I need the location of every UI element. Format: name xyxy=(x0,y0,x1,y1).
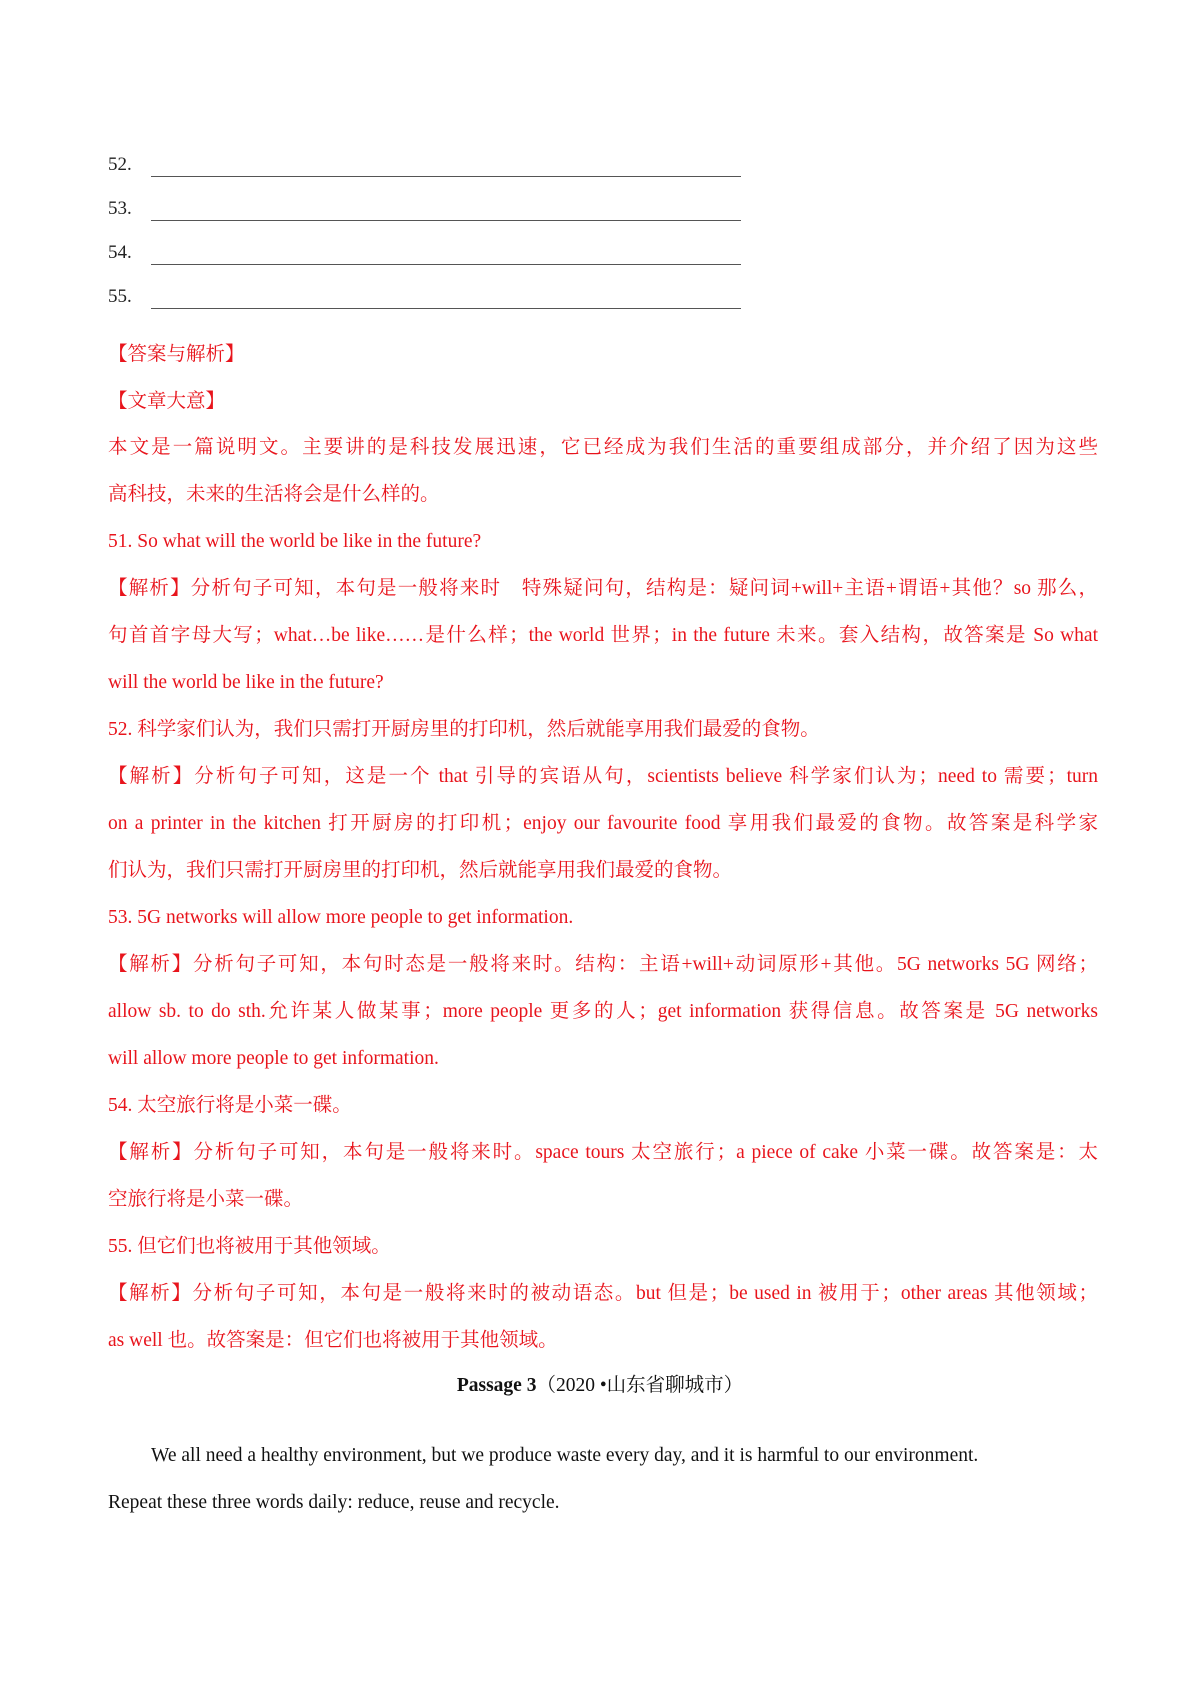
analysis-53-line: 【解析】分析句子可知，本句时态是一般将来时。结构：主语+will+动词原形+其他。5G networks 5G 网络； xyxy=(108,954,1098,975)
answer-header: 【答案与解析】 xyxy=(108,344,245,365)
summary-line: 高科技，未来的生活将会是什么样的。 xyxy=(108,484,440,505)
blank-number: 53. xyxy=(108,198,132,219)
passage-line: Repeat these three words daily: reduce, reuse and recycle. xyxy=(108,1492,560,1513)
summary-line: 本文是一篇说明文。主要讲的是科技发展迅速，它已经成为我们生活的重要组成部分，并介绍了因为这些 xyxy=(108,437,1098,458)
passage-title xyxy=(0,1371,1200,1401)
analysis-55-line: as well 也。故答案是：但它们也将被用于其他领域。 xyxy=(108,1330,558,1351)
analysis-53-line: allow sb. to do sth.允许某人做某事；more people 更多的人；get information 获得信息。故答案是 5G networks xyxy=(108,1001,1098,1022)
summary-header: 【文章大意】 xyxy=(108,391,226,412)
answer-55: 55. 但它们也将被用于其他领域。 xyxy=(108,1236,391,1257)
analysis-54-line: 空旅行将是小菜一碟。 xyxy=(108,1189,304,1210)
analysis-52-line: 【解析】分析句子可知，这是一个 that 引导的宾语从句，scientists believe 科学家们认为；need to 需要；turn xyxy=(108,766,1098,787)
answer-53: 53. 5G networks will allow more people to get information. xyxy=(108,907,574,928)
blank-number: 55. xyxy=(108,286,132,307)
analysis-53-line: will allow more people to get information. xyxy=(108,1048,439,1069)
passage-title-bold: Passage 3 xyxy=(456,1375,537,1396)
passage-title-source: （2020 •山东省聊城市） xyxy=(536,1375,744,1396)
blank-rule xyxy=(151,220,741,221)
analysis-55-line: 【解析】分析句子可知，本句是一般将来时的被动语态。but 但是；be used in 被用于；other areas 其他领域； xyxy=(108,1283,1098,1304)
passage-line: We all need a healthy environment, but we produce waste every day, and it is harmful to our environment. xyxy=(151,1445,979,1466)
blank-rule xyxy=(151,308,741,309)
blank-number: 52. xyxy=(108,154,132,175)
analysis-51-line: 句首首字母大写；what…be like……是什么样；the world 世界；in the future 未来。套入结构，故答案是 So what xyxy=(108,625,1098,646)
answer-54: 54. 太空旅行将是小菜一碟。 xyxy=(108,1095,352,1116)
analysis-51-line: 【解析】分析句子可知，本句是一般将来时 特殊疑问句，结构是：疑问词+will+主语+谓语+其他？so 那么， xyxy=(108,578,1098,599)
blank-rule xyxy=(151,264,741,265)
blank-rule xyxy=(151,176,741,177)
answer-52: 52. 科学家们认为，我们只需打开厨房里的打印机，然后就能享用我们最爱的食物。 xyxy=(108,719,820,740)
analysis-52-line: 们认为，我们只需打开厨房里的打印机，然后就能享用我们最爱的食物。 xyxy=(108,860,733,881)
analysis-52-line: on a printer in the kitchen 打开厨房的打印机；enjoy our favourite food 享用我们最爱的食物。故答案是科学家 xyxy=(108,813,1098,834)
blank-number: 54. xyxy=(108,242,132,263)
analysis-51-line: will the world be like in the future? xyxy=(108,672,384,693)
analysis-54-line: 【解析】分析句子可知，本句是一般将来时。space tours 太空旅行；a piece of cake 小菜一碟。故答案是：太 xyxy=(108,1142,1098,1163)
answer-51: 51. So what will the world be like in the future? xyxy=(108,531,482,552)
